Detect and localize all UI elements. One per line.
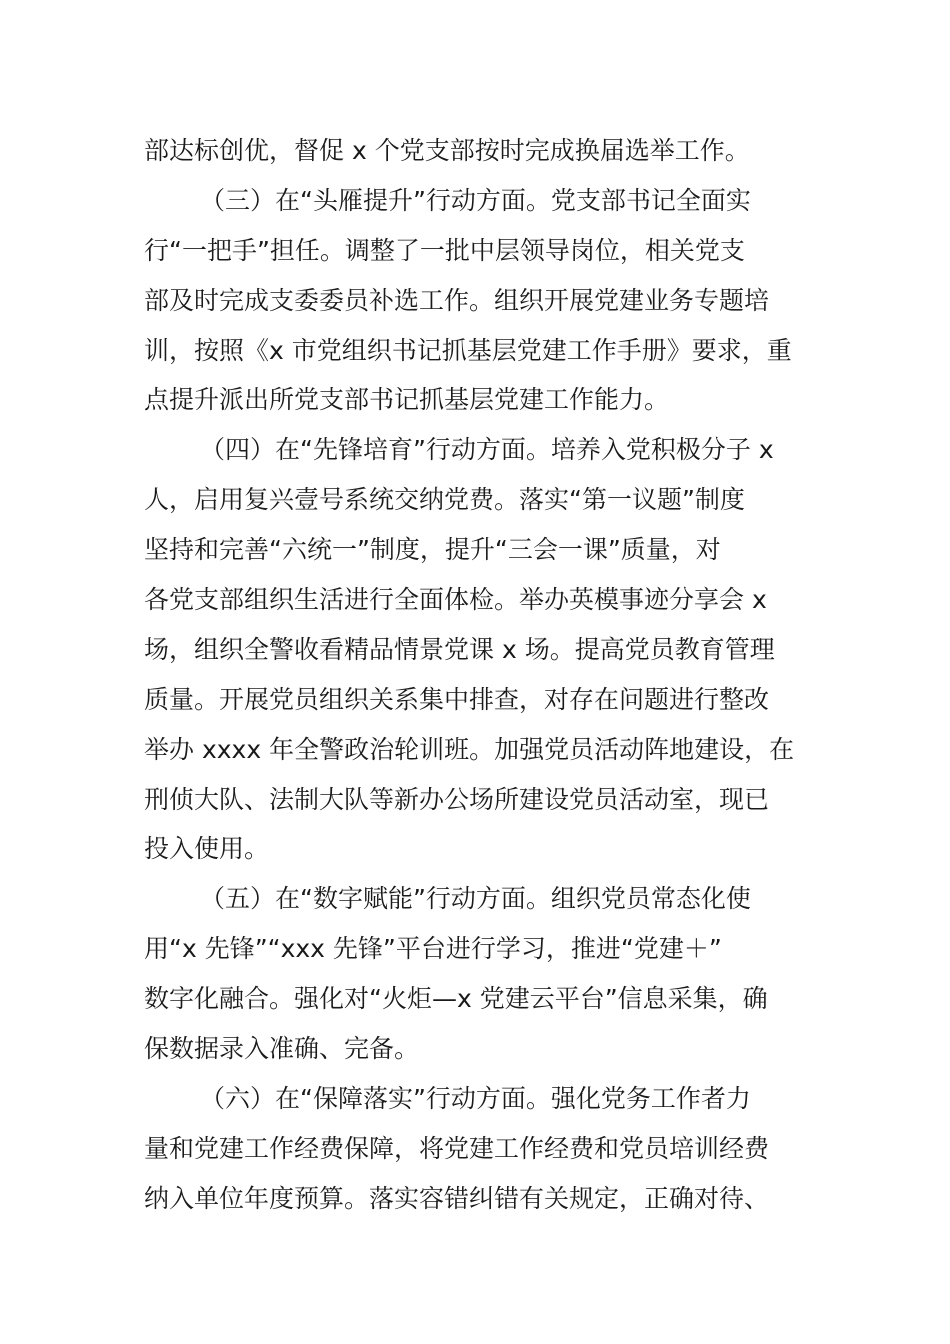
text-line: 投入使用。 <box>144 834 270 864</box>
text-line: （四）在“先锋培育”行动方面。培养入党积极分子 x <box>200 435 774 465</box>
text-line: 数字化融合。强化对“火炬—x 党建云平台”信息采集，确 <box>144 984 768 1014</box>
text-line: 坚持和完善“六统一”制度，提升“三会一课”质量，对 <box>144 535 721 565</box>
text-line: 刑侦大队、法制大队等新办公场所建设党员活动室，现已 <box>144 784 770 814</box>
text-line: 部达标创优，督促 x 个党支部按时完成换届选举工作。 <box>144 136 750 165</box>
text-line: 场，组织全警收看精品情景党课 x 场。提高党员教育管理 <box>144 634 775 664</box>
text-line: （三）在“头雁提升”行动方面。党支部书记全面实 <box>200 185 751 215</box>
text-line: 部及时完成支委委员补选工作。组织开展党建业务专题培 <box>144 285 770 315</box>
text-line: （五）在“数字赋能”行动方面。组织党员常态化使 <box>200 884 751 914</box>
text-line: 行“一把手”担任。调整了一批中层领导岗位，相关党支 <box>144 235 745 265</box>
text-line: 质量。开展党员组织关系集中排查，对存在问题进行整改 <box>144 684 770 714</box>
text-line: 训，按照《x 市党组织书记抓基层党建工作手册》要求，重 <box>144 335 792 365</box>
text-line: 量和党建工作经费保障，将党建工作经费和党员培训经费 <box>144 1133 770 1163</box>
text-line: 人，启用复兴壹号系统交纳党费。落实“第一议题”制度 <box>144 485 745 515</box>
text-line: （六）在“保障落实”行动方面。强化党务工作者力 <box>200 1083 751 1113</box>
text-line: 纳入单位年度预算。落实容错纠错有关规定，正确对待、 <box>144 1183 770 1213</box>
text-line: 点提升派出所党支部书记抓基层党建工作能力。 <box>144 385 670 415</box>
text-line: 保数据录入准确、完备。 <box>144 1034 420 1064</box>
document-body <box>144 126 814 1224</box>
text-line: 各党支部组织生活进行全面体检。举办英模事迹分享会 x <box>144 585 767 615</box>
text-line: 用“x 先锋”“xxx 先锋”平台进行学习，推进“党建＋” <box>144 934 722 964</box>
text-line: 举办 xxxx 年全警政治轮训班。加强党员活动阵地建设，在 <box>144 734 795 764</box>
